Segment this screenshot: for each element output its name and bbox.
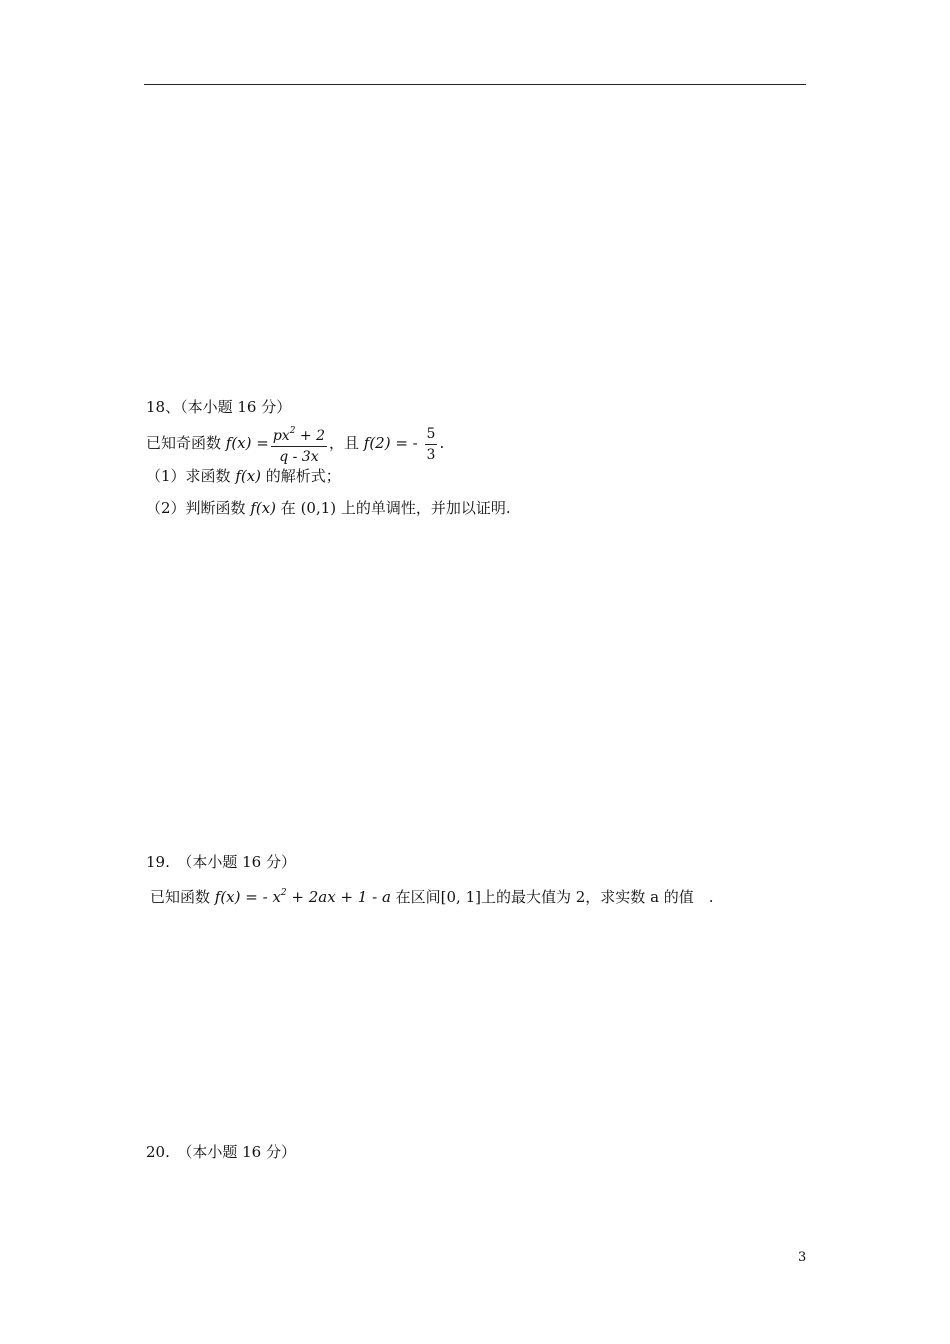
q20-heading: 20. （本小题 16 分） — [146, 1143, 296, 1161]
q18-f2: f(2) = - — [363, 434, 423, 452]
q19-heading: 19. （本小题 16 分） — [146, 853, 296, 871]
q18-eq: = — [251, 434, 269, 452]
q18-statement — [146, 420, 444, 466]
q18-part2: （2）判断函数 f(x) 在 (0,1) 上的单调性，并加以证明. — [146, 499, 511, 517]
q18-part1: （1）求函数 f(x) 的解析式； — [146, 467, 341, 485]
q18-fraction: $\frac{px^2 + 2}{q - 3x}$ — [271, 422, 327, 466]
q19-formula: f(x) = - $x^2 + 2ax + 1 - a$ — [214, 888, 391, 906]
q18-end: . — [439, 434, 445, 452]
header-rule — [144, 84, 806, 85]
q18-fx: f(x) — [225, 434, 252, 452]
page-number: 3 — [798, 1250, 807, 1265]
q18-heading: 18、（本小题 16 分） — [146, 398, 292, 416]
q18-mid: ，且 — [328, 434, 364, 452]
q19-statement: 已知函数 f(x) = - $x^2 + 2ax + 1 - a$ 在区间[0, 1]上的最大值为 2，求实数 a 的值 . — [150, 888, 714, 906]
q18-intro: 已知奇函数 — [146, 434, 226, 452]
q18-rhs-fraction: $\frac{5}{3}$ — [426, 425, 436, 463]
